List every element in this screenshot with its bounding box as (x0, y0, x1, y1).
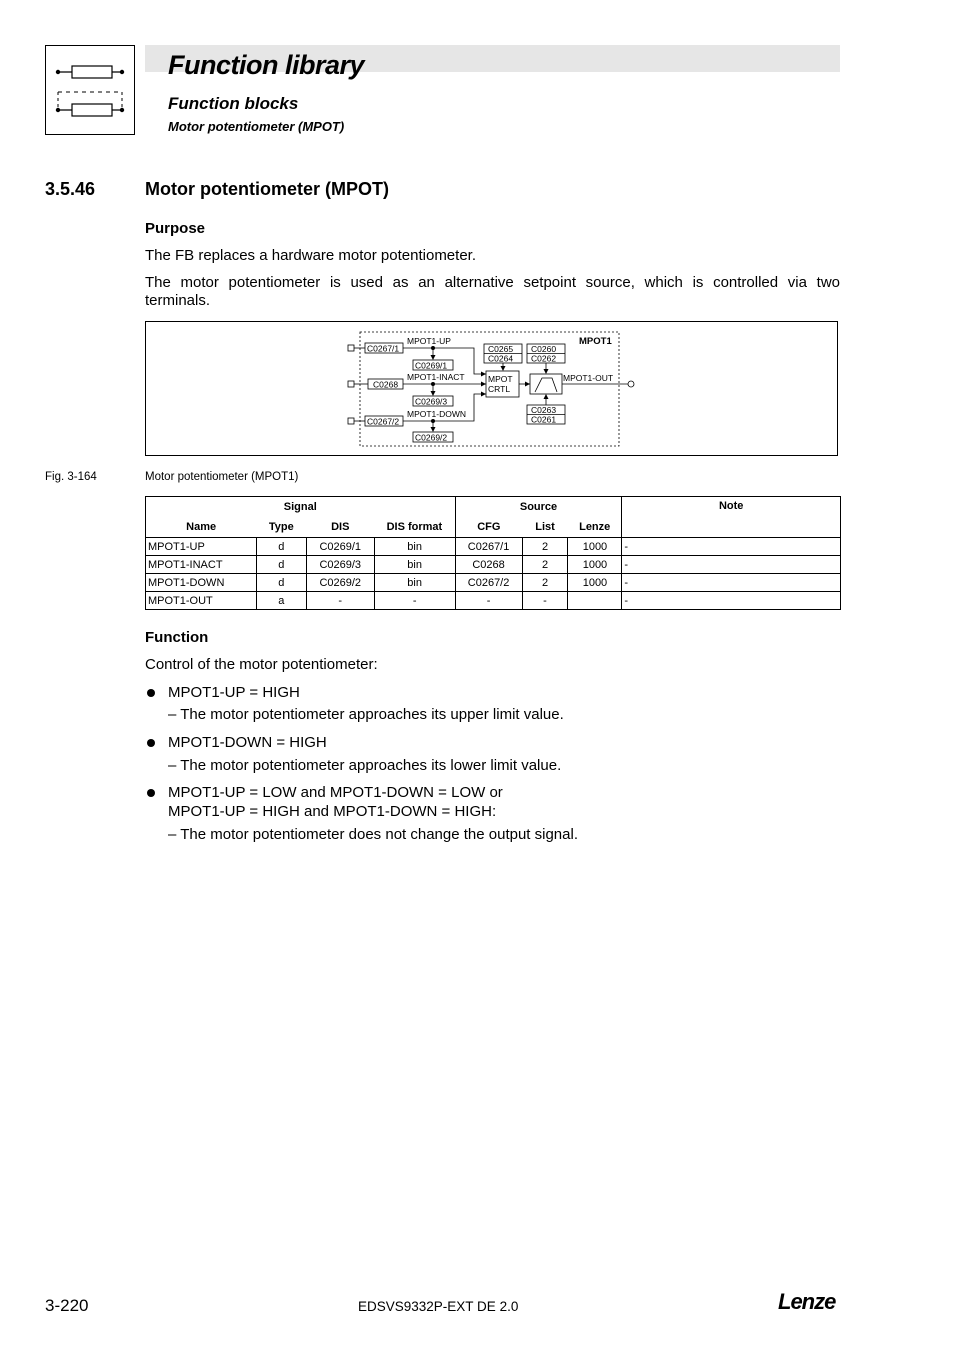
bullet-icon (147, 689, 155, 697)
cell-list: 2 (522, 538, 568, 556)
col-header-type: Type (256, 517, 306, 538)
cell-type: d (256, 538, 306, 556)
input-code-down: C0267/2 (367, 416, 400, 427)
cell-dis-format: - (374, 592, 455, 610)
col-header-dis-format: DIS format (374, 517, 455, 538)
section-number: 3.5.46 (45, 179, 96, 199)
output-terminal (628, 381, 634, 387)
bullet-2-text: MPOT1-DOWN = HIGH (168, 734, 327, 751)
cell-lenze (568, 592, 622, 610)
function-intro: Control of the motor potentiometer: (145, 656, 378, 673)
bullet-2-subtext: – The motor potentiometer approaches its lower limit value. (168, 757, 562, 774)
figure-frame (145, 321, 838, 456)
col-header-list: List (522, 517, 568, 538)
cell-dis-format: bin (374, 556, 455, 574)
table-row (146, 574, 841, 592)
cell-type: d (256, 574, 306, 592)
cell-cfg: C0267/1 (455, 538, 522, 556)
cell-name: MPOT1-DOWN (146, 574, 257, 592)
function-library-logo (45, 45, 135, 135)
cell-lenze: 1000 (568, 538, 622, 556)
col-header-dis: DIS (306, 517, 374, 538)
cell-name: MPOT1-INACT (146, 556, 257, 574)
cell-cfg: C0267/2 (455, 574, 522, 592)
dis-code-inact: C0269/3 (415, 396, 448, 407)
input-terminal-inact (348, 381, 354, 387)
signal-label-down: MPOT1-DOWN (407, 409, 467, 419)
param-c0265: C0265 (488, 344, 514, 354)
figure-caption: Motor potentiometer (MPOT1) (145, 471, 299, 483)
block-name-label: MPOT1 (579, 336, 612, 347)
cell-note: - (622, 592, 841, 610)
signal-table (145, 496, 841, 610)
cell-dis-format: bin (374, 538, 455, 556)
purpose-text-1: The FB replaces a hardware motor potentiometer. (145, 247, 476, 264)
page-number: 3-220 (45, 1296, 89, 1315)
ctrl-label-1: MPOT (488, 374, 513, 384)
cell-list: 2 (522, 556, 568, 574)
input-code-inact: C0268 (373, 379, 399, 390)
param-c0261: C0261 (531, 414, 557, 425)
param-c0263: C0263 (531, 405, 557, 415)
col-header-name: Name (146, 517, 257, 538)
param-c0262: C0262 (531, 353, 557, 364)
bullet-1-subtext: – The motor potentiometer approaches its upper limit value. (168, 706, 564, 723)
function-heading: Function (145, 629, 209, 646)
purpose-heading: Purpose (145, 220, 206, 237)
page-subsubtitle: Motor potentiometer (MPOT) (168, 119, 345, 134)
cell-cfg: - (455, 592, 522, 610)
figure-number: Fig. 3-164 (45, 471, 97, 483)
page-subtitle: Function blocks (168, 94, 299, 113)
col-header-cfg: CFG (455, 517, 522, 538)
dis-code-up: C0269/1 (415, 360, 448, 371)
mpot-block-diagram (146, 322, 837, 455)
signal-label-up: MPOT1-UP (407, 336, 451, 346)
input-terminal-down (348, 418, 354, 424)
ctrl-label-2: CRTL (488, 384, 511, 394)
cell-lenze: 1000 (568, 574, 622, 592)
bullet-3-text-line2: MPOT1-UP = HIGH and MPOT1-DOWN = HIGH: (168, 803, 497, 820)
bullet-3-text-line1: MPOT1-UP = LOW and MPOT1-DOWN = LOW or (168, 784, 503, 801)
cell-type: d (256, 556, 306, 574)
cell-note: - (622, 538, 841, 556)
param-c0264: C0264 (488, 353, 514, 364)
cell-lenze: 1000 (568, 556, 622, 574)
cell-note: - (622, 574, 841, 592)
group-header-note: Note (622, 497, 841, 538)
signal-label-inact: MPOT1-INACT (407, 372, 465, 382)
purpose-text-2a: The motor potentiometer is used as an alternative setpoint source, which is controlled via two (145, 274, 840, 291)
brand-logo: Lenze (778, 1289, 836, 1314)
group-header-signal: Signal (146, 497, 456, 518)
page-title: Function library (168, 50, 365, 80)
cell-cfg: C0268 (455, 556, 522, 574)
group-header-source: Source (455, 497, 622, 518)
cell-type: a (256, 592, 306, 610)
cell-dis: C0269/1 (306, 538, 374, 556)
output-label: MPOT1-OUT (563, 373, 614, 383)
param-c0260: C0260 (531, 344, 557, 354)
bullet-icon (147, 789, 155, 797)
cell-dis-format: bin (374, 574, 455, 592)
bullet-3-subtext: – The motor potentiometer does not change the output signal. (168, 826, 578, 843)
input-code-up: C0267/1 (367, 343, 400, 354)
purpose-text-2b: terminals. (145, 292, 211, 309)
cell-dis: C0269/3 (306, 556, 374, 574)
col-header-lenze: Lenze (568, 517, 622, 538)
ramp-block (530, 374, 562, 394)
cell-name: MPOT1-OUT (146, 592, 257, 610)
cell-list: - (522, 592, 568, 610)
bullet-icon (147, 739, 155, 747)
table-row (146, 592, 841, 610)
bullet-1-text: MPOT1-UP = HIGH (168, 684, 300, 701)
cell-dis: C0269/2 (306, 574, 374, 592)
input-terminal-up (348, 345, 354, 351)
cell-name: MPOT1-UP (146, 538, 257, 556)
table-row (146, 556, 841, 574)
function-block-icon (46, 46, 134, 134)
document-id: EDSVS9332P-EXT DE 2.0 (358, 1299, 519, 1314)
section-title: Motor potentiometer (MPOT) (145, 179, 389, 199)
table-row (146, 538, 841, 556)
dis-code-down: C0269/2 (415, 432, 448, 443)
cell-list: 2 (522, 574, 568, 592)
cell-note: - (622, 556, 841, 574)
cell-dis: - (306, 592, 374, 610)
